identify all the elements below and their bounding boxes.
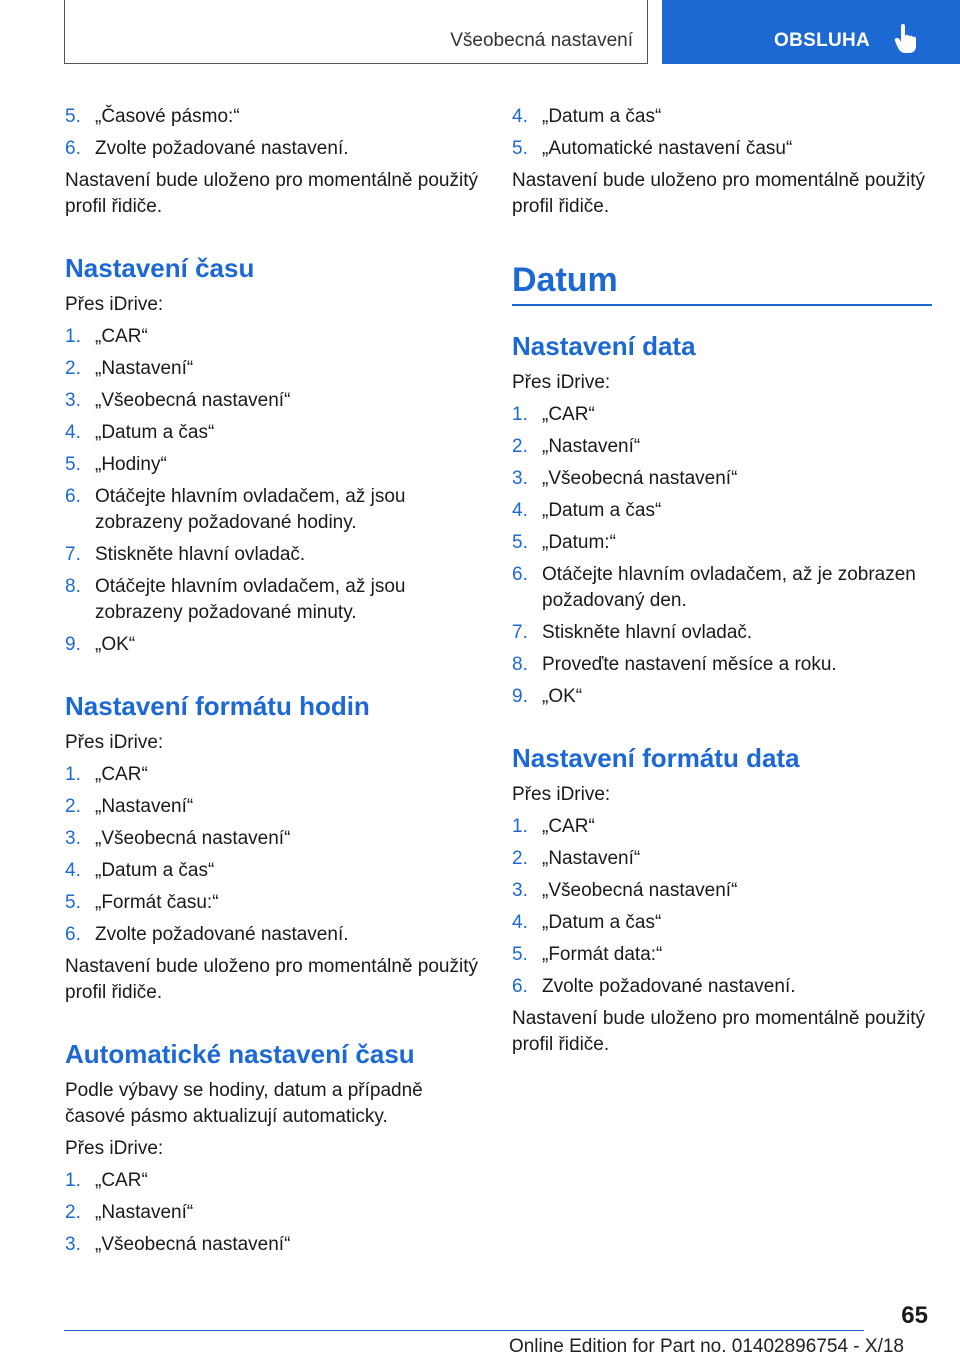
item-number: 6.: [65, 924, 81, 945]
item-text: „Datum a čas“: [95, 422, 215, 443]
item-text: „Formát data:“: [542, 944, 663, 965]
item-number: 1.: [65, 1170, 81, 1191]
description-text: Podle výbavy se hodiny, datum a případně časové pásmo aktualizují automaticky.: [65, 1080, 423, 1127]
item-text: „OK“: [95, 634, 136, 655]
item-text: Zvolte požadované nastavení.: [95, 138, 349, 159]
chapter-tab-label: OBSLUHA: [774, 30, 871, 51]
note-paragraph: Nastavení bude uloženo pro momentálně použitý profil řidiče.: [65, 956, 478, 1003]
item-number: 5.: [512, 138, 528, 159]
list-item: [65, 858, 485, 884]
item-number: 6.: [512, 564, 528, 585]
item-text: „Všeobecná nastavení“: [542, 880, 738, 901]
item-text: „CAR“: [95, 326, 148, 347]
intro-text: Přes iDrive:: [65, 1138, 164, 1159]
item-text: Zvolte požadované nastavení.: [542, 976, 796, 997]
item-number: 9.: [512, 686, 528, 707]
item-text: „CAR“: [542, 816, 595, 837]
list-item: [65, 104, 485, 130]
list-item: [65, 762, 485, 788]
list-item: [512, 620, 932, 646]
item-number: 6.: [65, 138, 81, 159]
list-item: [512, 974, 932, 1000]
note-paragraph: Nastavení bude uloženo pro momentálně použitý profil řidiče.: [65, 170, 478, 217]
intro-text: Přes iDrive:: [512, 372, 611, 393]
pointing-hand-icon: [894, 24, 918, 54]
list-item: [65, 542, 485, 568]
item-number: 4.: [512, 912, 528, 933]
item-number: 2.: [65, 1202, 81, 1223]
item-text: „Všeobecná nastavení“: [95, 1234, 291, 1255]
list-item: [65, 826, 485, 852]
section-heading: Automatické nastavení času: [65, 1039, 415, 1069]
item-text: Zvolte požadované nastavení.: [95, 924, 349, 945]
item-number: 4.: [512, 106, 528, 127]
list-item: [512, 498, 932, 524]
item-text: Otáčejte hlavním ovladačem, až je zobrazen požadovaný den.: [542, 564, 916, 611]
list-item: [512, 652, 932, 678]
left-column: [65, 104, 485, 1264]
item-text: Stiskněte hlavní ovladač.: [95, 544, 306, 565]
list-item: [512, 942, 932, 968]
list-item: [512, 402, 932, 428]
list-item: [65, 324, 485, 350]
item-text: „Datum:“: [542, 532, 616, 553]
item-number: 7.: [512, 622, 528, 643]
list-item: [65, 1200, 485, 1226]
item-number: 5.: [65, 454, 81, 475]
list-item: [65, 574, 485, 626]
item-number: 1.: [65, 326, 81, 347]
list-item: [512, 530, 932, 556]
note-paragraph: Nastavení bude uloženo pro momentálně použitý profil řidiče.: [512, 170, 925, 217]
item-number: 8.: [512, 654, 528, 675]
section-title: Všeobecná nastavení: [450, 30, 633, 51]
item-text: Stiskněte hlavní ovladač.: [542, 622, 753, 643]
intro-text: Přes iDrive:: [65, 732, 164, 753]
list-item: [65, 1168, 485, 1194]
item-text: Otáčejte hlavním ovladačem, až jsou zobrazeny požadované minuty.: [95, 576, 406, 623]
section-heading: Nastavení času: [65, 253, 255, 283]
chapter-tab: [662, 0, 960, 64]
item-number: 9.: [65, 634, 81, 655]
item-text: „Nastavení“: [95, 796, 194, 817]
item-number: 4.: [65, 422, 81, 443]
intro-text: Přes iDrive:: [512, 784, 611, 805]
item-text: „Datum a čas“: [542, 106, 662, 127]
list-item: [512, 814, 932, 840]
item-text: „Datum a čas“: [95, 860, 215, 881]
item-text: „Všeobecná nastavení“: [95, 828, 291, 849]
list-item: [512, 104, 932, 130]
list-item: [65, 632, 485, 658]
list-item: [65, 356, 485, 382]
item-number: 3.: [65, 828, 81, 849]
item-number: 1.: [512, 816, 528, 837]
item-number: 5.: [512, 532, 528, 553]
item-text: „OK“: [542, 686, 583, 707]
note-paragraph: Nastavení bude uloženo pro momentálně použitý profil řidiče.: [512, 1008, 925, 1055]
item-text: „CAR“: [95, 1170, 148, 1191]
item-text: „Hodiny“: [95, 454, 167, 475]
section-heading: Nastavení data: [512, 331, 696, 361]
item-number: 2.: [512, 436, 528, 457]
list-item: [65, 136, 485, 162]
item-text: „Nastavení“: [542, 848, 641, 869]
item-number: 4.: [65, 860, 81, 881]
item-text: „Nastavení“: [95, 1202, 194, 1223]
item-number: 3.: [65, 1234, 81, 1255]
item-text: „CAR“: [95, 764, 148, 785]
item-number: 2.: [65, 796, 81, 817]
item-number: 5.: [65, 892, 81, 913]
list-item: [65, 484, 485, 536]
item-text: „Datum a čas“: [542, 912, 662, 933]
list-item: [512, 562, 932, 614]
item-text: Otáčejte hlavním ovladačem, až jsou zobrazeny požadované hodiny.: [95, 486, 406, 533]
item-text: „Automatické nastavení času“: [542, 138, 793, 159]
edition-text: Online Edition for Part no. 01402896754 - X/18: [508, 1336, 904, 1357]
item-number: 6.: [512, 976, 528, 997]
item-number: 3.: [512, 880, 528, 901]
header-section-box: [64, 0, 648, 64]
section-heading: Nastavení formátu hodin: [65, 691, 370, 721]
item-number: 3.: [65, 390, 81, 411]
item-number: 3.: [512, 468, 528, 489]
right-column: [512, 104, 932, 1064]
item-text: „Datum a čas“: [542, 500, 662, 521]
section-heading: Nastavení formátu data: [512, 743, 800, 773]
chapter-heading: Datum: [512, 260, 932, 306]
item-number: 6.: [65, 486, 81, 507]
item-text: „Časové pásmo:“: [95, 106, 240, 127]
list-item: [512, 434, 932, 460]
item-number: 1.: [512, 404, 528, 425]
list-item: [512, 910, 932, 936]
item-text: „Nastavení“: [95, 358, 194, 379]
item-text: „Všeobecná nastavení“: [95, 390, 291, 411]
page-number: 65: [901, 1302, 928, 1329]
item-number: 5.: [512, 944, 528, 965]
list-item: [512, 846, 932, 872]
list-item: [512, 878, 932, 904]
item-number: 4.: [512, 500, 528, 521]
footer-divider: [64, 1330, 864, 1331]
item-text: Proveďte nastavení měsíce a roku.: [542, 654, 837, 675]
list-item: [512, 466, 932, 492]
item-number: 5.: [65, 106, 81, 127]
list-item: [512, 684, 932, 710]
list-item: [65, 794, 485, 820]
item-number: 2.: [65, 358, 81, 379]
item-text: „Nastavení“: [542, 436, 641, 457]
list-item: [65, 922, 485, 948]
list-item: [65, 452, 485, 478]
item-number: 2.: [512, 848, 528, 869]
intro-text: Přes iDrive:: [65, 294, 164, 315]
item-text: „Formát času:“: [95, 892, 219, 913]
item-number: 8.: [65, 576, 81, 597]
list-item: [65, 890, 485, 916]
list-item: [65, 1232, 485, 1258]
item-number: 1.: [65, 764, 81, 785]
item-number: 7.: [65, 544, 81, 565]
list-item: [512, 136, 932, 162]
item-text: „CAR“: [542, 404, 595, 425]
list-item: [65, 388, 485, 414]
list-item: [65, 420, 485, 446]
item-text: „Všeobecná nastavení“: [542, 468, 738, 489]
